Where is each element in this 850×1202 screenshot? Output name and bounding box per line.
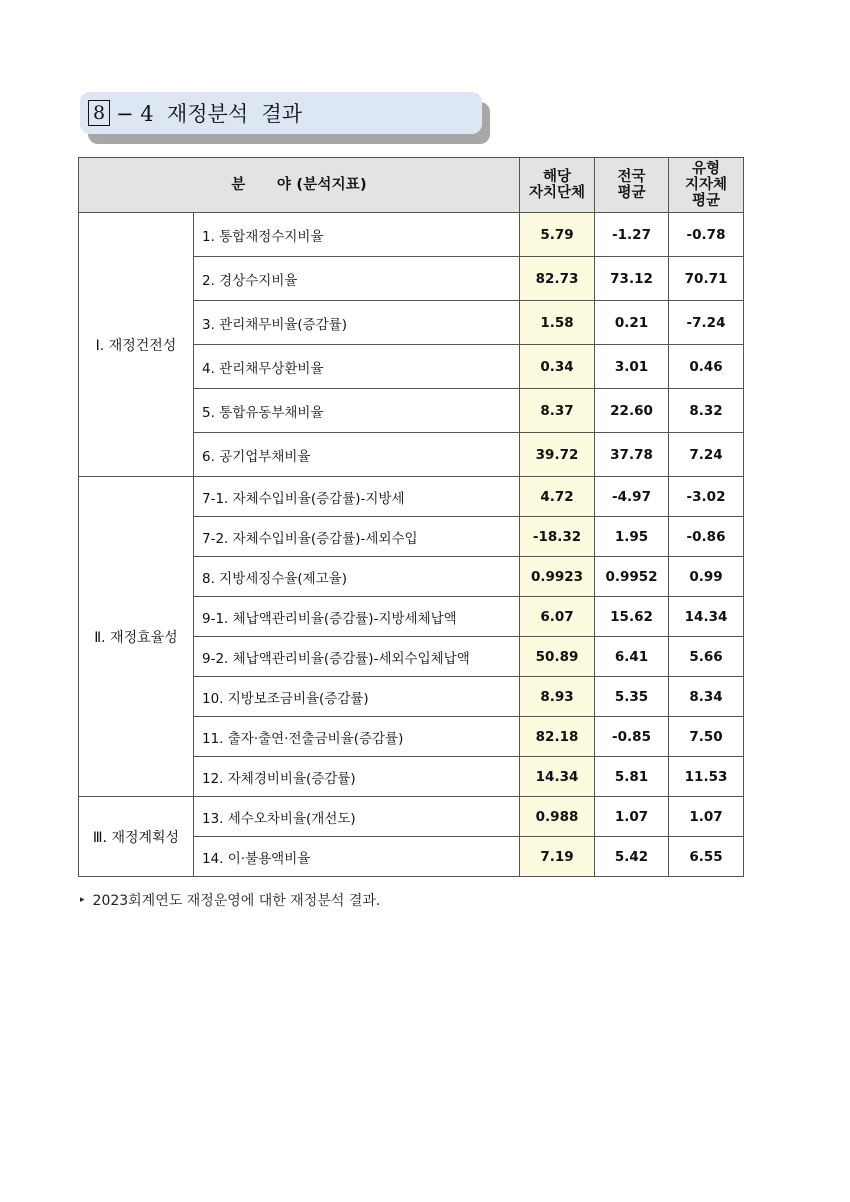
type-value: 5.66: [669, 637, 744, 677]
type-value: 0.46: [669, 345, 744, 389]
type-value: 70.71: [669, 257, 744, 301]
indicator-cell: 13. 세수오차비율(개선도): [194, 797, 520, 837]
local-value: 82.18: [520, 717, 595, 757]
header-national-line1: 전국: [617, 169, 646, 185]
category-soundness: Ⅰ. 재정건전성: [79, 213, 194, 477]
indicator-cell: 10. 지방보조금비율(증감률): [194, 677, 520, 717]
indicator-cell: 9-1. 체납액관리비율(증감률)-지방세체납액: [194, 597, 520, 637]
fiscal-analysis-table: [78, 157, 744, 877]
indicator-cell: 8. 지방세징수율(제고율): [194, 557, 520, 597]
national-value: 5.81: [595, 757, 669, 797]
local-value: 6.07: [520, 597, 595, 637]
header-local-line2: 자치단체: [529, 185, 586, 201]
national-value: 0.21: [595, 301, 669, 345]
indicator-cell: 6. 공기업부채비율: [194, 433, 520, 477]
national-value: 5.35: [595, 677, 669, 717]
type-value: 8.32: [669, 389, 744, 433]
footnote: [80, 890, 380, 910]
category-planning: Ⅲ. 재정계획성: [79, 797, 194, 877]
indicator-cell: 7-2. 자체수입비율(증감률)-세외수입: [194, 517, 520, 557]
section-title: [80, 92, 482, 134]
table-header-row: [79, 158, 744, 213]
header-national-average: [595, 158, 669, 213]
header-type-line1: 유형: [692, 161, 721, 177]
type-value: 1.07: [669, 797, 744, 837]
local-value: 0.9923: [520, 557, 595, 597]
header-type-line2: 지자체: [685, 177, 728, 193]
type-value: 11.53: [669, 757, 744, 797]
section-title-text: − 4 재정분석 결과: [116, 102, 303, 126]
header-local-line1: 해당: [543, 169, 572, 185]
table-row: [79, 477, 744, 517]
footnote-text: 2023회계연도 재정운영에 대한 재정분석 결과.: [92, 893, 381, 909]
table-row: [79, 797, 744, 837]
local-value: 4.72: [520, 477, 595, 517]
national-value: -0.85: [595, 717, 669, 757]
national-value: 0.9952: [595, 557, 669, 597]
type-value: 0.99: [669, 557, 744, 597]
national-value: 1.07: [595, 797, 669, 837]
table-row: [79, 213, 744, 257]
header-field: 분 야 (분석지표): [79, 158, 520, 213]
local-value: 8.37: [520, 389, 595, 433]
indicator-cell: 9-2. 체납액관리비율(증감률)-세외수입체납액: [194, 637, 520, 677]
indicator-cell: 12. 자체경비비율(증감률): [194, 757, 520, 797]
bullet-triangle-icon: ▸: [80, 895, 85, 905]
type-value: -0.78: [669, 213, 744, 257]
type-value: 14.34: [669, 597, 744, 637]
local-value: 0.988: [520, 797, 595, 837]
national-value: 5.42: [595, 837, 669, 877]
indicator-cell: 14. 이·불용액비율: [194, 837, 520, 877]
national-value: 15.62: [595, 597, 669, 637]
header-local-government: [520, 158, 595, 213]
local-value: 1.58: [520, 301, 595, 345]
indicator-cell: 4. 관리채무상환비율: [194, 345, 520, 389]
type-value: 7.50: [669, 717, 744, 757]
section-number: 8: [88, 100, 110, 126]
local-value: 39.72: [520, 433, 595, 477]
indicator-cell: 7-1. 자체수입비율(증감률)-지방세: [194, 477, 520, 517]
local-value: 50.89: [520, 637, 595, 677]
header-national-line2: 평균: [617, 185, 646, 201]
indicator-cell: 2. 경상수지비율: [194, 257, 520, 301]
header-type-average: [669, 158, 744, 213]
indicator-cell: 5. 통합유동부채비율: [194, 389, 520, 433]
local-value: 5.79: [520, 213, 595, 257]
type-value: 6.55: [669, 837, 744, 877]
local-value: -18.32: [520, 517, 595, 557]
national-value: -4.97: [595, 477, 669, 517]
type-value: 8.34: [669, 677, 744, 717]
national-value: -1.27: [595, 213, 669, 257]
type-value: -7.24: [669, 301, 744, 345]
type-value: -3.02: [669, 477, 744, 517]
indicator-cell: 3. 관리채무비율(증감률): [194, 301, 520, 345]
indicator-cell: 1. 통합재정수지비율: [194, 213, 520, 257]
local-value: 7.19: [520, 837, 595, 877]
national-value: 1.95: [595, 517, 669, 557]
national-value: 6.41: [595, 637, 669, 677]
type-value: -0.86: [669, 517, 744, 557]
category-efficiency: Ⅱ. 재정효율성: [79, 477, 194, 797]
national-value: 73.12: [595, 257, 669, 301]
national-value: 22.60: [595, 389, 669, 433]
type-value: 7.24: [669, 433, 744, 477]
local-value: 0.34: [520, 345, 595, 389]
local-value: 14.34: [520, 757, 595, 797]
header-type-line3: 평균: [692, 193, 721, 209]
national-value: 37.78: [595, 433, 669, 477]
local-value: 82.73: [520, 257, 595, 301]
local-value: 8.93: [520, 677, 595, 717]
national-value: 3.01: [595, 345, 669, 389]
indicator-cell: 11. 출자·출연·전출금비율(증감률): [194, 717, 520, 757]
